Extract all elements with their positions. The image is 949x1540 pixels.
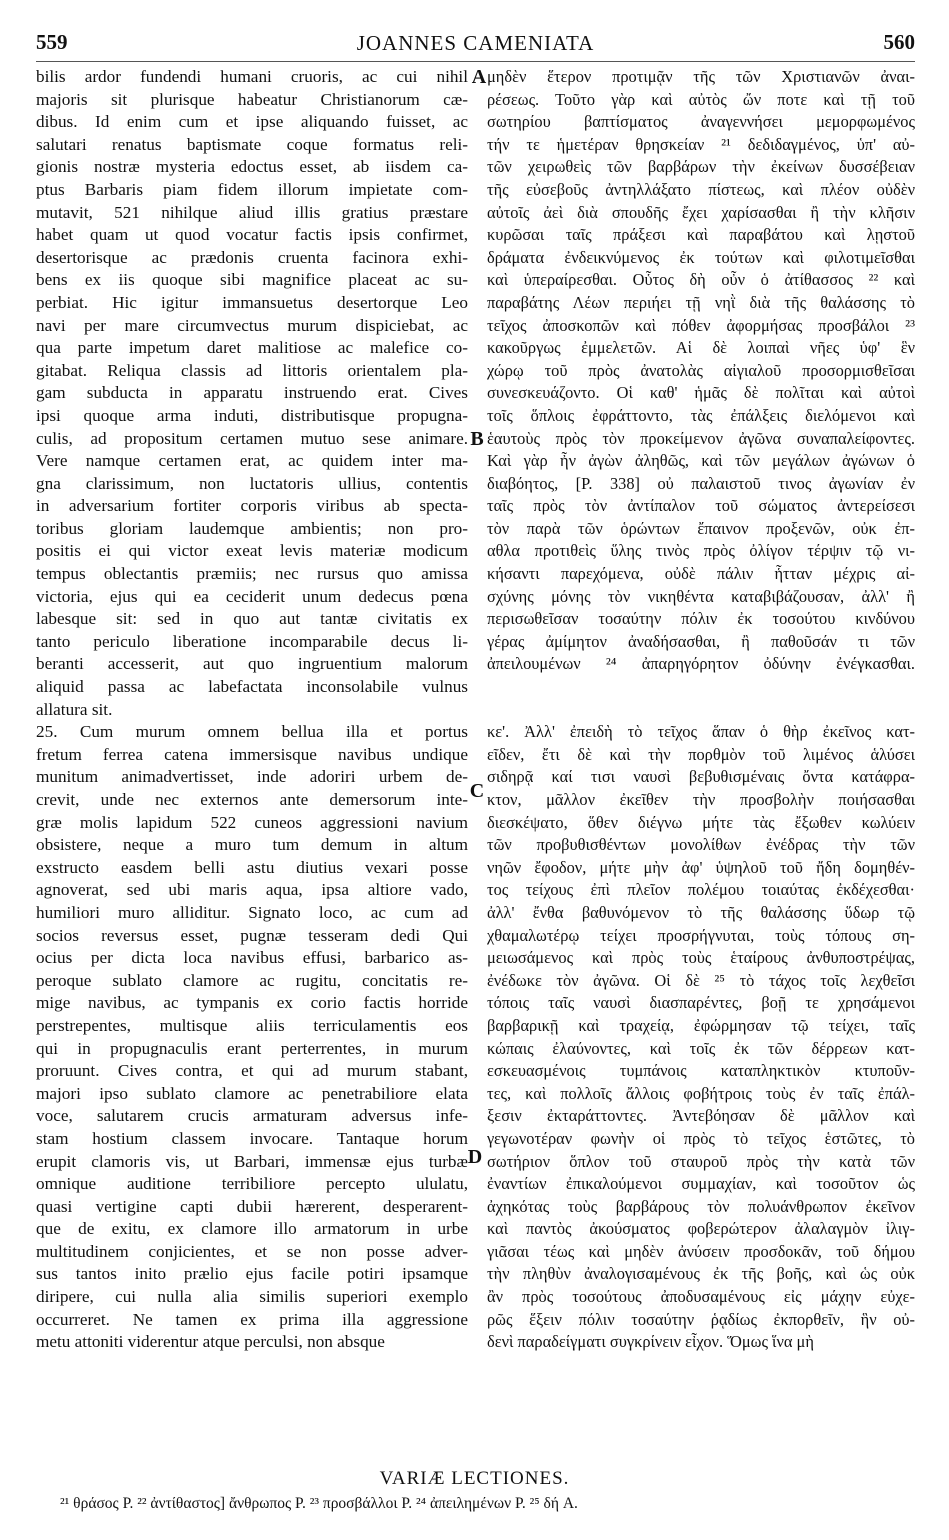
- latin-text-line: græ molis lapidum 522 cuneos aggressioni navium: [36, 812, 468, 832]
- greek-text-line: συνεσκευάζοντο. Οἱ καθ' ἡμᾶς δὲ πολῖται καὶ αὐτοὶ: [487, 383, 915, 403]
- greek-text-line: διεσκέψατο, ὅθεν διέγνω μήτε τὰς ἔξωθεν κωλύειν: [487, 812, 915, 832]
- latin-text-line: omnique auditione terribiliore percepto ululatu,: [36, 1174, 468, 1194]
- greek-text-line: ταῖς πρὸς τὸν ἀντίπαλον τοῦ σώματος ἀντερείσεσι: [487, 496, 915, 516]
- greek-text-line: τὴν πληθὺν ἀναλογισαμένους ἐκ τῆς βοῆς, καὶ ὡς οὐκ: [487, 1264, 915, 1284]
- greek-text-line: σωτηρίου βαπτίσματος ἀναγεννήσει μεμορφωμένος: [487, 112, 915, 132]
- greek-text-line: τοῖς ὅπλοις ἐφράττοντο, τὰς ἐπάλξεις διελόμενοι καὶ: [487, 405, 915, 425]
- latin-text-line: aliquid passa ac labefactata inconsolabile vulnus: [36, 677, 468, 697]
- latin-text-line: dibus. Id enim cum et ipse aliquando fuisset, ac: [36, 112, 468, 132]
- greek-text-line: κε'. Ἀλλ' ἐπειδὴ τὸ τεῖχος ἅπαν ὁ θὴρ ἐκεῖνος κατ-: [487, 722, 915, 742]
- greek-text-line: χώρῳ τοῦ πρὸς ἀνατολὰς αἰγιαλοῦ προσορμισθεῖσαι: [487, 360, 915, 380]
- greek-text-line: καὶ ὑπεραίρεσθαι. Οὗτος δὴ οὖν ὁ ἀτίθασσος ²² καὶ: [487, 270, 915, 290]
- greek-text-line: καὶ παντὸς ἀκούσματος φοβερώτερον ἀλαλαγμὸν ἰλιγ-: [487, 1219, 915, 1239]
- greek-text-line: γεγωνοτέραν φωνὴν οἱ πρὸς τὸ τεῖχος ἑστῶτες, τὸ: [487, 1128, 915, 1148]
- greek-text-line: [487, 699, 915, 722]
- latin-text-line: victoria, ejus qui ea ceciderit unum dedecus pœna: [36, 586, 468, 606]
- latin-text-line: proruunt. Cives contra, et qui ad murum stabant,: [36, 1061, 468, 1081]
- latin-text-line: gionis nostræ mysteria edoctus esset, ab iisdem ca-: [36, 157, 468, 177]
- greek-text-line: τόποις ταῖς ναυσὶ διασπαρέντες, βοῇ τε χρησάμενοι: [487, 993, 915, 1013]
- latin-text-line: bilis ardor fundendi humani cruoris, ac cui nihil: [36, 67, 468, 86]
- latin-text-line: habet quam ut quod vocatur factis ipsis confirmet,: [36, 225, 468, 245]
- latin-text-line: beranti accesserit, aut quo ingruentium malorum: [36, 654, 468, 674]
- latin-text-line: toribus gloriam laudemque ambientis; non pro-: [36, 518, 468, 538]
- latin-text-line: metu attoniti viderentur atque perculsi, non absque: [36, 1332, 385, 1352]
- greek-text-line: κυρῶσαι ταῖς πράξεσι καὶ παραβάτου καὶ λῃστοῦ: [487, 225, 915, 245]
- latin-text-line: gitabat. Reliqua classis ad littoris orientalem pla-: [36, 360, 468, 380]
- latin-text-line: perstrepentes, multisque aliis terriculamentis eos: [36, 1015, 468, 1035]
- latin-text-line: fretum ferrea catena immersisque navibus undique: [36, 744, 468, 764]
- greek-text-line: κήσαντι παρεχόμενα, οὐδὲ πάλιν ἧτταν μέχρις αἰ-: [487, 564, 915, 584]
- latin-text-line: majori ipso sublato clamore ac penetrabiliore elata: [36, 1083, 468, 1103]
- greek-text-line: τος τείχους ἐπὶ πλεῖον πολέμου τοιαύτας ἐκδέχεσθαι·: [487, 880, 915, 900]
- latin-column: [36, 66, 468, 1354]
- latin-text-line: erupit clamoris vis, ut Barbari, immensæ ejus turbæ: [36, 1151, 468, 1171]
- latin-text-line: exstructo easdem belli astu diutius vexari posse: [36, 857, 468, 877]
- greek-text-line: τῶν προβυθισθέντων μονολίθων ἐνέδρας τὴν τῶν: [487, 835, 915, 855]
- greek-text-line: σχύνης μόνης τὸν νικηθέντα καταβιβάζουσαν, ἀλλ' ἢ: [487, 586, 915, 606]
- greek-text-line: αθλα προτιθεὶς ὕλης τινὸς πρὸς ὀλίγον τέρψιν τῷ νι-: [487, 541, 915, 561]
- latin-text-line: diripere, cui nulla alia similis superiori exemplo: [36, 1287, 468, 1307]
- greek-text-line: Καὶ γὰρ ἦν ἀγὼν ἀληθῶς, καὶ τῶν μεγάλων ἀγώνων ὁ: [487, 451, 915, 471]
- greek-text-line: παραβάτης Λέων περιήει τῇ νηῒ διὰ τῆς θαλάσσης τὸ: [487, 292, 915, 312]
- greek-text-line: τες, καὶ πολλοῖς ἄλλοις φοβήτροις τοὺς ἐν ταῖς ἐπάλ-: [487, 1083, 915, 1103]
- margin-letter-b: B: [470, 428, 484, 450]
- greek-text-line: κτον, μᾶλλον ἐκεῖθεν τὴν προσβολὴν ποιήσασθαι: [487, 790, 915, 809]
- greek-text-line: μηδὲν ἕτερον προτιμᾷν τῆς τῶν Χριστιανῶν ἀναι-: [487, 67, 915, 86]
- greek-text-line: βαρβαρικῇ καὶ τραχείᾳ, ἐφώρμησαν τῷ τείχει, ταῖς: [487, 1015, 915, 1035]
- greek-text-line: ρῶς ἕξειν πόλιν τοσαύτην ῥᾳδίως ἐκπορθεῖν, ἣν οὐ-: [487, 1309, 915, 1329]
- running-title: JOANNES CAMENIATA: [356, 31, 595, 55]
- greek-text-line: περισωθεῖσαν τοσαύτην πόλιν ἐκ τοσούτου κινδύνου: [487, 609, 915, 629]
- greek-text-line: ρέσεως. Τοῦτο γὰρ καὶ αὐτὸς ὤν ποτε καὶ τῇ τοῦ: [487, 89, 915, 109]
- greek-text-line: γιᾶσαι τέως καὶ μηδὲν ἀνύσειν προσδοκᾶν, τοῦ δήμου: [487, 1241, 915, 1261]
- latin-text-line: majoris sit plurisque habeatur Christianorum cæ-: [36, 89, 468, 109]
- latin-text-line: allatura sit.: [36, 699, 113, 719]
- variae-lectiones-title: VARIÆ LECTIONES.: [379, 1468, 570, 1489]
- header-rule: [36, 61, 915, 62]
- latin-text-line: ptus Barbaris piam fidem illorum impietate com-: [36, 179, 468, 199]
- greek-column: [487, 66, 915, 1354]
- latin-text-line: tanto periculo liberatione incomparabile decus li-: [36, 631, 468, 651]
- greek-text-line: ἑαυτοὺς πρὸς τὸν προκείμενον ἀγῶνα συναπαλείφοντες.: [487, 428, 915, 448]
- latin-text-line: tempus oblectantis præmiis; nec rursus quo amissa: [36, 564, 468, 584]
- latin-text-line: socios reversus esset, pugnæ tesseram dedi Qui: [36, 925, 468, 945]
- greek-text-line: σιδηρᾷ καί τισι ναυσὶ βεβυθισμέναις ὄντα κατάφρα-: [487, 767, 915, 787]
- margin-letter-c: C: [469, 780, 485, 802]
- greek-text-line: ἀχηκότας τοὺς βαρβάρους τὸν πολυάνθρωπον ἐκεῖνον: [487, 1196, 915, 1216]
- greek-text-line: τῆς εὐσεβοῦς ἀντηλλάξατο πίστεως, καὶ πλέον οὐδὲν: [487, 179, 915, 199]
- latin-text-line: gna clarissimum, non luctatoris ullius, contentis: [36, 473, 468, 493]
- latin-text-line: qua parte impetum daret malitiose ac malefice co-: [36, 338, 468, 358]
- margin-letter-a: A: [471, 66, 487, 88]
- greek-text-line: γέρας ἀμίμητον ἀναδήσασθαι, ἢ παθοῦσάν τι τῶν: [487, 631, 915, 651]
- greek-text-line: χθαμαλωτέρῳ τείχει προσρήγνυται, τοὺς τόπους ση-: [487, 925, 915, 945]
- latin-text-line: voce, salutarem crucis armaturam adversus infe-: [36, 1106, 468, 1126]
- latin-text-line: gam subducta in apparatu instruendo erat. Cives: [36, 383, 468, 403]
- greek-text-line: κακοῦργως ἐμμελετῶν. Αἱ δὲ λοιπαὶ νῆες ὑφ' ἓν: [487, 338, 915, 358]
- latin-text-line: ocius per dicta loca navibus effusi, barbarico as-: [36, 948, 468, 968]
- greek-text-line: ἐναντίων ἐπικαλούμενοι συμμαχίαν, καὶ τοσοῦτον ὡς: [487, 1174, 915, 1194]
- greek-text-line: κώπαις ἐλαύνοντες, καὶ τοῖς ἐκ τῶν δέρρεων κατ-: [487, 1038, 915, 1058]
- greek-text-line: δενὶ παραδείγματι συγκρίνειν εἶχον. Ὅμως ἵνα μὴ: [487, 1332, 814, 1352]
- greek-text-line: τὸν παρὰ τῶν ὁρώντων ἔπαινον προξενῶν, οὐκ ἐπ-: [487, 518, 915, 538]
- greek-text-line: διαβόητος, [P. 338] οὐ παλαιστοῦ τινος ἀγωνίαν ἐν: [487, 473, 915, 493]
- greek-text-line: εῖδεν, ἔτι δὲ καὶ τὴν πορθμὸν τοῦ λιμένος ἁλύσει: [487, 744, 915, 764]
- latin-text-line: in adversarium fortiter corporis viribus ab specta-: [36, 496, 468, 516]
- variae-lectiones-notes: ²¹ θράσος P. ²² ἀντίθαστος] ἄνθρωπος P. ²³ προσβάλλοι P. ²⁴ ἀπειλημένων P. ²⁵ δή A.: [60, 1495, 578, 1512]
- latin-text-line: agnoverat, sed ubi maris aqua, ipsa altiore vado,: [36, 880, 468, 900]
- latin-text-line: mige navibus, ac tympanis ex corio factis horride: [36, 993, 468, 1013]
- latin-text-line: sus tantos inito prælio ejus facile potiri ipsamque: [36, 1264, 468, 1284]
- latin-text-line: obsistere, neque a muro tum demum in altum: [36, 835, 468, 855]
- latin-text-line: crevit, unde nec externos ante demersorum inte-: [36, 790, 468, 809]
- latin-text-line: occurreret. Ne tamen ex prima illa aggressione: [36, 1309, 468, 1329]
- latin-text-line: Vere namque certamen erat, ac quidem inter ma-: [36, 451, 468, 471]
- latin-text-line: qui in propugnaculis erant perterrentes, in murum: [36, 1038, 468, 1058]
- greek-text-line: σωτήριον ὅπλον τοῦ σταυροῦ πρὸς τὴν κατὰ τῶν: [487, 1151, 915, 1171]
- greek-text-line: τῶν χειρωθεὶς τῶν βαρβάρων τὴν ἐκείνων δυσσέβειαν: [487, 157, 915, 177]
- latin-text-line: multitudinem conjicientes, et se non posse adver-: [36, 1241, 468, 1261]
- latin-text-line: peroque sublato clamore ac rugitu, concitatis re-: [36, 970, 468, 990]
- latin-text-line: culis, ad propositum certamen mutuo sese animare.: [36, 428, 468, 448]
- latin-text-line: munitum animadvertisset, inde adoriri urbem de-: [36, 767, 468, 787]
- greek-text-line: τεῖχος ἀποσκοπῶν καὶ πόθεν ἀφορμήσας προσβάλοι ²³: [487, 315, 915, 335]
- latin-text-line: 25. Cum murum omnem bellua illa et portus: [36, 722, 468, 742]
- greek-text-line: [487, 676, 915, 699]
- latin-text-line: salutari renatus baptismate coque formatus reli-: [36, 134, 468, 154]
- greek-text-line: ἐνέδωκε τὸν ἀγῶνα. Οἱ δὲ ²⁵ τὸ τάχος τοῖς λεχθεῖσι: [487, 970, 915, 990]
- latin-text-line: ipsi quoque arma induti, distributisque propugna-: [36, 405, 468, 425]
- latin-text-line: quasi vertigine capti dubii hærerent, desperarent-: [36, 1196, 468, 1216]
- latin-text-line: positis ei qui victor exeat levis materiæ modicum: [36, 541, 468, 561]
- latin-text-line: que de exitu, ex clamore illo armatorum in urbe: [36, 1219, 468, 1239]
- page-number-left: 559: [36, 30, 68, 54]
- greek-text-line: αὐτοῖς ἀεὶ διὰ σπουδῆς ἔχει χαρίσασθαι ἢ τὴν κλῆσιν: [487, 202, 915, 222]
- greek-text-line: ἀπειλουμένων ²⁴ ἀπαρηγόρητον ὀδύνην ἐνέγκασθαι.: [487, 654, 915, 674]
- greek-text-line: ἂν πρὸς τοσούτους ἀποδυσαμένους εἰς μάχην εὐχε-: [487, 1287, 915, 1307]
- latin-text-line: labesque sit: sed in quo aut tantæ civitatis ex: [36, 609, 468, 629]
- greek-text-line: τήν τε ἡμετέραν θρησκείαν ²¹ δεδιδαγμένος, ὑπ' αὐ-: [487, 134, 915, 154]
- greek-text-line: ξεσιν ἐκταράττοντες. Ἀντεβόησαν δὲ μᾶλλον καὶ: [487, 1106, 915, 1126]
- greek-text-line: εσκευασμένοις τυμπάνοις καταπληκτικὸν κτυποῦν-: [487, 1061, 915, 1081]
- page-header: [36, 30, 915, 60]
- margin-letter-d: D: [467, 1146, 483, 1168]
- greek-text-line: μειωσάμενος καὶ πρὸς τοὺς ἑταίρους ἀνθυποστρέψας,: [487, 948, 915, 968]
- page-number-right: 560: [883, 30, 915, 54]
- greek-text-line: νηῶν ἔφοδον, μήτε μὴν ἀφ' ὑψηλοῦ τοῦ ἤδη δομηθέν-: [487, 857, 915, 877]
- latin-text-line: bens ex iis quoque sibi magnifice placeat ac su-: [36, 270, 468, 290]
- latin-text-line: navi per mare circumvectus murum dispiciebat, ac: [36, 315, 468, 335]
- latin-text-line: mutavit, 521 nihilque aliud illis gratius præstare: [36, 202, 468, 222]
- latin-text-line: humiliori muro alliditur. Signato loco, ac cum ad: [36, 902, 468, 922]
- greek-text-line: δράματα ἐνδεικνύμενος ἐκ τούτων καὶ φιλοτιμεῖσθαι: [487, 247, 915, 267]
- greek-text-line: ἀλλ' ἔνθα βαθυνόμενον τὸ τῆς θαλάσσης ὕδωρ τῷ: [487, 902, 915, 922]
- latin-text-line: desertorisque ac prædonis cruenta facinora exhi-: [36, 247, 468, 267]
- latin-text-line: stam hostium classem invocare. Tantaque horum: [36, 1128, 468, 1148]
- latin-text-line: perbiat. Hic igitur immansuetus desertorque Leo: [36, 292, 468, 312]
